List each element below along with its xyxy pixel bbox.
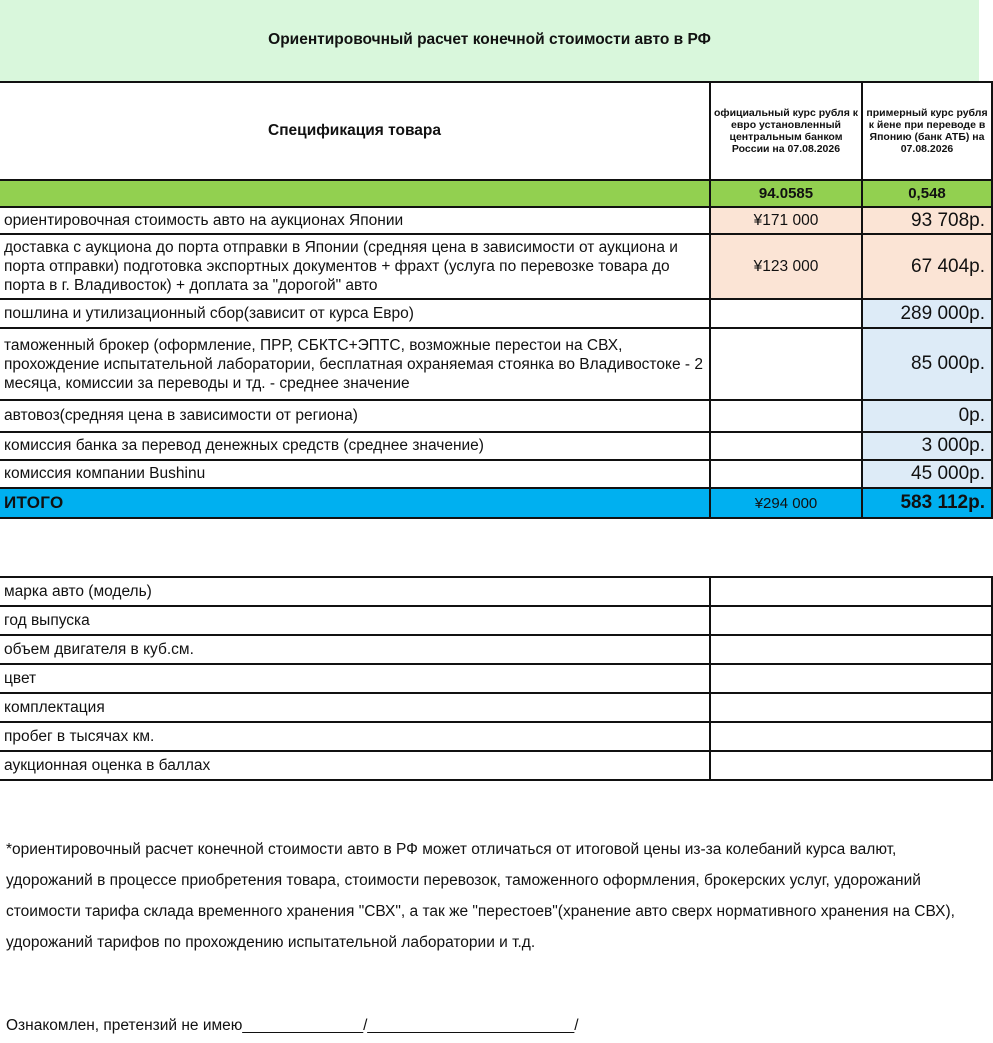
euro-rate-header: официальный курс рубля к евро установленный центральным банком России на 07.08.2026 <box>710 82 862 180</box>
spec-row-year <box>0 606 992 635</box>
spec-label: пробег в тысячах км. <box>0 722 710 751</box>
cost-table <box>0 81 993 519</box>
row-label: ориентировочная стоимость авто на аукционах Японии <box>0 207 710 234</box>
yen-rate-value: 0,548 <box>862 180 992 207</box>
row-rub: 289 000р. <box>862 299 992 328</box>
row-rub: 45 000р. <box>862 460 992 488</box>
table-row <box>0 299 992 328</box>
total-yen: ¥294 000 <box>710 488 862 518</box>
table-header <box>0 82 992 180</box>
row-yen <box>710 432 862 460</box>
spec-row-trim <box>0 693 992 722</box>
car-spec-table <box>0 576 993 781</box>
row-yen <box>710 299 862 328</box>
table-row <box>0 432 992 460</box>
spec-value-cell[interactable] <box>710 664 992 693</box>
spec-value-cell[interactable] <box>710 606 992 635</box>
spec-row-color <box>0 664 992 693</box>
spec-row-grade <box>0 751 992 780</box>
rates-row <box>0 180 992 207</box>
row-yen: ¥171 000 <box>710 207 862 234</box>
spec-row-mileage <box>0 722 992 751</box>
row-yen: ¥123 000 <box>710 234 862 299</box>
disclaimer-note: *ориентировочный расчет конечной стоимости авто в РФ может отличаться от итоговой цены из-за колебаний курса валют, удорожаний в процессе приобретения товара, стоимости перевозок, таможенного оформления, брокерских услуг, удорожаний стоимости тарифа склада временного хранения "СВХ", а так же "перестоев"(хранение авто сверх нормативного хранения на СВХ), удорожаний тарифов по прохождению испытательной лаборатории и т.д. <box>6 841 955 951</box>
total-rub: 583 112р. <box>862 488 992 518</box>
row-rub: 93 708р. <box>862 207 992 234</box>
row-label: комиссия компании Bushinu <box>0 460 710 488</box>
row-label: таможенный брокер (оформление, ПРР, СБКТС+ЭПТС, возможные перестои на СВХ, прохождение испытательной лаборатории, бесплатная охраняемая стоянка во Владивостоке - 2 месяца, комиссии за переводы и тд. - среднее значение <box>0 328 710 400</box>
row-yen <box>710 460 862 488</box>
row-rub: 3 000р. <box>862 432 992 460</box>
spec-label: объем двигателя в куб.см. <box>0 635 710 664</box>
table-row <box>0 328 992 400</box>
row-rub: 0р. <box>862 400 992 432</box>
rates-row-blank <box>0 180 710 207</box>
row-label: автовоз(средняя цена в зависимости от региона) <box>0 400 710 432</box>
row-label: комиссия банка за перевод денежных средств (среднее значение) <box>0 432 710 460</box>
sheet-title: Ориентировочный расчет конечной стоимости авто в РФ <box>0 0 979 82</box>
table-row <box>0 400 992 432</box>
row-rub: 85 000р. <box>862 328 992 400</box>
spec-row-model <box>0 577 992 606</box>
spec-label: цвет <box>0 664 710 693</box>
signature-line: Ознакомлен, претензий не имею______________/________________________/ <box>6 1017 579 1034</box>
euro-rate-value: 94.0585 <box>710 180 862 207</box>
table-row <box>0 460 992 488</box>
spec-value-cell[interactable] <box>710 693 992 722</box>
total-row <box>0 488 992 518</box>
row-rub: 67 404р. <box>862 234 992 299</box>
total-label: ИТОГО <box>0 488 710 518</box>
yen-rate-header: примерный курс рубля к йене при переводе в Японию (банк АТБ) на 07.08.2026 <box>862 82 992 180</box>
row-yen <box>710 400 862 432</box>
spec-label: комплектация <box>0 693 710 722</box>
table-row <box>0 207 992 234</box>
spec-label: год выпуска <box>0 606 710 635</box>
spec-value-cell[interactable] <box>710 577 992 606</box>
spec-row-engine <box>0 635 992 664</box>
row-yen <box>710 328 862 400</box>
row-label: доставка с аукциона до порта отправки в Японии (средняя цена в зависимости от аукциона и порта отправки) подготовка экспортных документов + фрахт (услуга по перевозке товара до порта в г. Владивосток) + доплата за "дорогой" авто <box>0 234 710 299</box>
spec-header: Спецификация товара <box>0 82 710 180</box>
row-label: пошлина и утилизационный сбор(зависит от курса Евро) <box>0 299 710 328</box>
spec-label: марка авто (модель) <box>0 577 710 606</box>
spec-label: аукционная оценка в баллах <box>0 751 710 780</box>
spec-value-cell[interactable] <box>710 751 992 780</box>
spec-value-cell[interactable] <box>710 722 992 751</box>
spec-value-cell[interactable] <box>710 635 992 664</box>
table-row <box>0 234 992 299</box>
